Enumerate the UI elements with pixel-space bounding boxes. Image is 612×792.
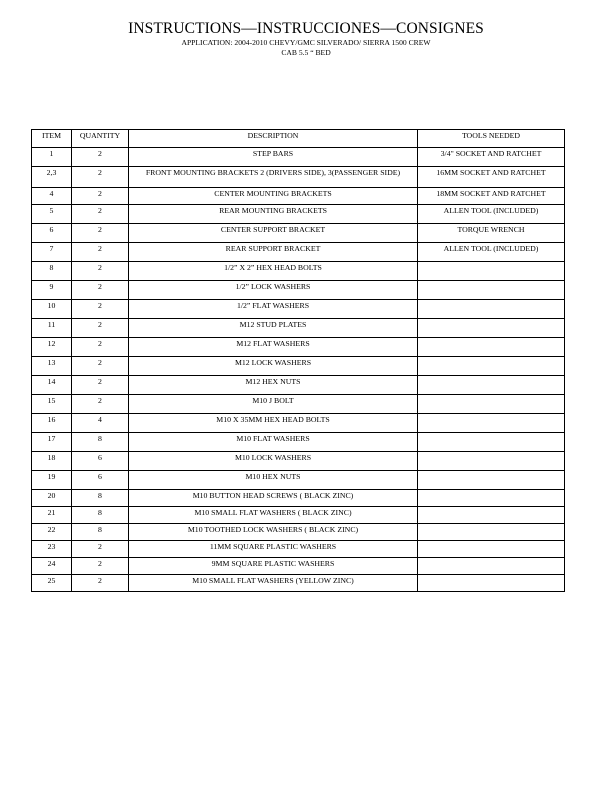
cell-item: 1: [32, 148, 72, 167]
cell-tools: [418, 575, 565, 592]
cell-item: 24: [32, 558, 72, 575]
cell-description: CENTER MOUNTING BRACKETS: [129, 188, 418, 205]
column-header-tools: TOOLS NEEDED: [418, 130, 565, 148]
column-header-quantity: QUANTITY: [72, 130, 129, 148]
table-row: [32, 507, 565, 524]
cell-tools: [418, 490, 565, 507]
application-line-2: CAB 5.5 “ BED: [281, 48, 331, 57]
cell-quantity: 8: [72, 507, 129, 524]
page-title: INSTRUCTIONS—INSTRUCCIONES—CONSIGNES: [128, 20, 484, 37]
table-row: [32, 224, 565, 243]
cell-quantity: 2: [72, 224, 129, 243]
cell-quantity: 2: [72, 338, 129, 357]
cell-tools: [418, 338, 565, 357]
cell-quantity: 4: [72, 414, 129, 433]
cell-quantity: 2: [72, 300, 129, 319]
cell-item: 22: [32, 524, 72, 541]
cell-quantity: 2: [72, 558, 129, 575]
cell-tools: [418, 281, 565, 300]
cell-tools: [418, 541, 565, 558]
cell-tools: [418, 433, 565, 452]
cell-description: M10 LOCK WASHERS: [129, 452, 418, 471]
table-row: [32, 338, 565, 357]
cell-tools: [418, 452, 565, 471]
table-row: [32, 414, 565, 433]
table-row: [32, 167, 565, 188]
cell-description: 11MM SQUARE PLASTIC WASHERS: [129, 541, 418, 558]
cell-description: M12 FLAT WASHERS: [129, 338, 418, 357]
cell-tools: [418, 524, 565, 541]
cell-tools: ALLEN TOOL (INCLUDED): [418, 205, 565, 224]
cell-quantity: 2: [72, 148, 129, 167]
cell-quantity: 2: [72, 319, 129, 338]
cell-tools: [418, 262, 565, 281]
cell-description: M10 TOOTHED LOCK WASHERS ( BLACK ZINC): [129, 524, 418, 541]
cell-item: 4: [32, 188, 72, 205]
table-row: [32, 148, 565, 167]
cell-description: FRONT MOUNTING BRACKETS 2 (DRIVERS SIDE), 3(PASSENGER SIDE): [129, 167, 418, 188]
table-row: [32, 541, 565, 558]
cell-quantity: 2: [72, 167, 129, 188]
cell-description: M10 J BOLT: [129, 395, 418, 414]
cell-item: 16: [32, 414, 72, 433]
cell-quantity: 8: [72, 433, 129, 452]
cell-description: M10 SMALL FLAT WASHERS (YELLOW ZINC): [129, 575, 418, 592]
cell-description: M12 LOCK WASHERS: [129, 357, 418, 376]
cell-description: REAR MOUNTING BRACKETS: [129, 205, 418, 224]
cell-quantity: 2: [72, 281, 129, 300]
cell-quantity: 8: [72, 524, 129, 541]
table-row: [32, 575, 565, 592]
cell-description: 9MM SQUARE PLASTIC WASHERS: [129, 558, 418, 575]
cell-description: 1/2” FLAT WASHERS: [129, 300, 418, 319]
cell-tools: [418, 319, 565, 338]
cell-item: 23: [32, 541, 72, 558]
cell-quantity: 2: [72, 541, 129, 558]
application-line-1: APPLICATION: 2004-2010 CHEVY/GMC SILVERADO/ SIERRA 1500 CREW: [181, 38, 431, 47]
cell-description: 1/2” X 2” HEX HEAD BOLTS: [129, 262, 418, 281]
cell-description: M10 SMALL FLAT WASHERS ( BLACK ZINC): [129, 507, 418, 524]
cell-description: M12 STUD PLATES: [129, 319, 418, 338]
cell-tools: [418, 558, 565, 575]
table-row: [32, 243, 565, 262]
table-row: [32, 357, 565, 376]
column-header-description: DESCRIPTION: [129, 130, 418, 148]
cell-tools: ALLEN TOOL (INCLUDED): [418, 243, 565, 262]
cell-tools: [418, 471, 565, 490]
cell-tools: 16MM SOCKET AND RATCHET: [418, 167, 565, 188]
cell-description: REAR SUPPORT BRACKET: [129, 243, 418, 262]
cell-description: M10 X 35MM HEX HEAD BOLTS: [129, 414, 418, 433]
table-row: [32, 300, 565, 319]
table-row: [32, 319, 565, 338]
cell-description: 1/2” LOCK WASHERS: [129, 281, 418, 300]
table-row: [32, 188, 565, 205]
cell-quantity: 2: [72, 188, 129, 205]
column-header-item: ITEM: [32, 130, 72, 148]
table-row: [32, 524, 565, 541]
cell-item: 12: [32, 338, 72, 357]
table-row: [32, 395, 565, 414]
table-row: [32, 433, 565, 452]
cell-tools: [418, 414, 565, 433]
table-row: [32, 262, 565, 281]
document-header: [0, 20, 612, 58]
cell-tools: [418, 395, 565, 414]
cell-tools: TORQUE WRENCH: [418, 224, 565, 243]
parts-table-body: [32, 148, 565, 592]
cell-item: 17: [32, 433, 72, 452]
cell-quantity: 6: [72, 452, 129, 471]
cell-quantity: 2: [72, 575, 129, 592]
cell-quantity: 6: [72, 471, 129, 490]
cell-item: 2,3: [32, 167, 72, 188]
cell-item: 9: [32, 281, 72, 300]
cell-tools: [418, 300, 565, 319]
cell-item: 19: [32, 471, 72, 490]
cell-description: CENTER SUPPORT BRACKET: [129, 224, 418, 243]
cell-quantity: 2: [72, 243, 129, 262]
table-row: [32, 376, 565, 395]
cell-item: 13: [32, 357, 72, 376]
parts-table: [31, 129, 565, 592]
cell-quantity: 2: [72, 262, 129, 281]
cell-quantity: 2: [72, 395, 129, 414]
cell-item: 18: [32, 452, 72, 471]
cell-quantity: 2: [72, 376, 129, 395]
cell-quantity: 8: [72, 490, 129, 507]
cell-item: 8: [32, 262, 72, 281]
table-row: [32, 471, 565, 490]
cell-tools: [418, 376, 565, 395]
cell-item: 5: [32, 205, 72, 224]
table-row: [32, 490, 565, 507]
cell-item: 10: [32, 300, 72, 319]
cell-quantity: 2: [72, 357, 129, 376]
cell-description: STEP BARS: [129, 148, 418, 167]
cell-description: M10 FLAT WASHERS: [129, 433, 418, 452]
cell-item: 25: [32, 575, 72, 592]
cell-item: 6: [32, 224, 72, 243]
cell-description: M10 BUTTON HEAD SCREWS ( BLACK ZINC): [129, 490, 418, 507]
cell-item: 7: [32, 243, 72, 262]
cell-description: M10 HEX NUTS: [129, 471, 418, 490]
cell-tools: [418, 507, 565, 524]
cell-item: 11: [32, 319, 72, 338]
table-row: [32, 281, 565, 300]
table-row: [32, 205, 565, 224]
cell-tools: [418, 357, 565, 376]
cell-item: 14: [32, 376, 72, 395]
cell-item: 20: [32, 490, 72, 507]
cell-quantity: 2: [72, 205, 129, 224]
cell-tools: 3/4" SOCKET AND RATCHET: [418, 148, 565, 167]
cell-description: M12 HEX NUTS: [129, 376, 418, 395]
table-header-row: [32, 130, 565, 148]
table-row: [32, 558, 565, 575]
table-row: [32, 452, 565, 471]
cell-item: 15: [32, 395, 72, 414]
cell-tools: 18MM SOCKET AND RATCHET: [418, 188, 565, 205]
cell-item: 21: [32, 507, 72, 524]
